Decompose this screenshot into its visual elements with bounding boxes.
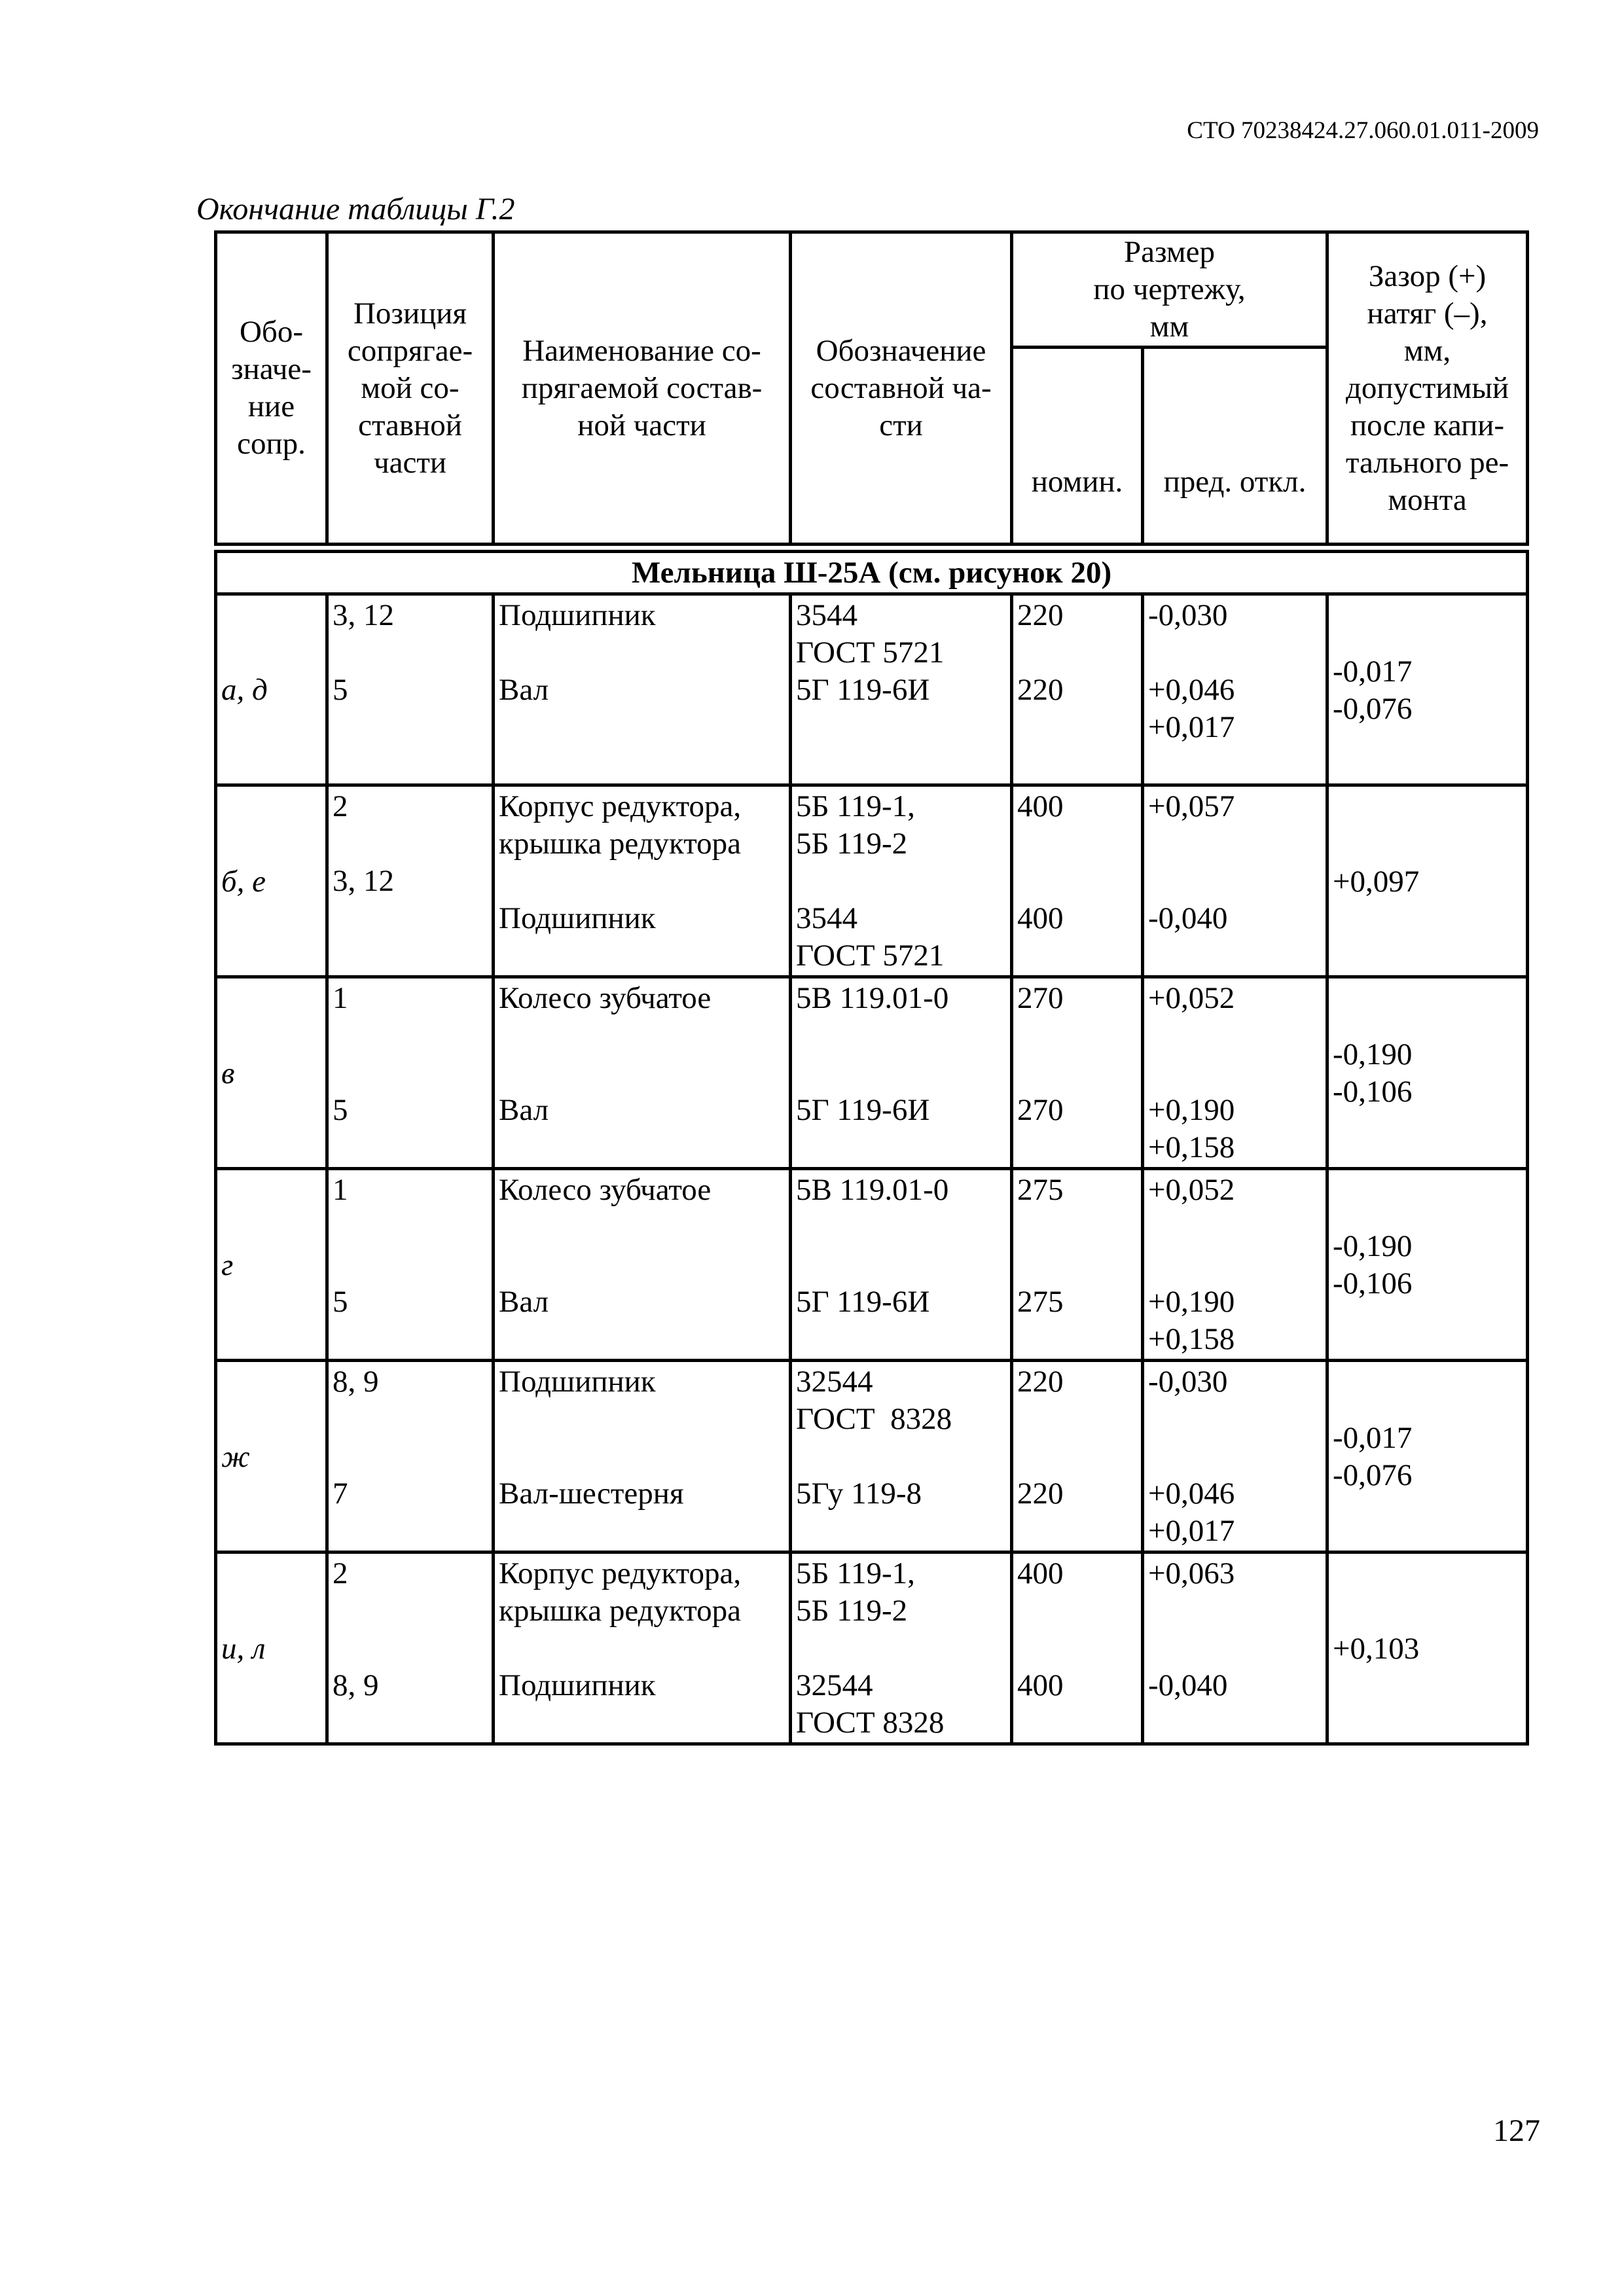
connection-designation: в	[216, 977, 327, 1169]
part-name-cell: Подшипник Вал	[494, 594, 791, 785]
document-code: СТО 70238424.27.060.01.011-2009	[1187, 117, 1539, 144]
nominal-size-cell: 220 220	[1012, 594, 1143, 785]
header-part-code: Обозначение составной ча- сти	[791, 232, 1012, 548]
gap-cell: -0,017 -0,076	[1327, 594, 1528, 785]
part-name-cell: Корпус редуктора, крышка редуктора Подшипник	[494, 785, 791, 977]
part-code-cell: 5Б 119-1, 5Б 119-2 32544 ГОСТ 8328	[791, 1552, 1012, 1744]
table-caption: Окончание таблицы Г.2	[196, 192, 515, 226]
nominal-size-cell: 275 275	[1012, 1169, 1143, 1361]
position-cell: 1 5	[327, 1169, 494, 1361]
tolerance-cell: +0,063 -0,040	[1143, 1552, 1327, 1744]
header-designation: Обо- значе- ние сопр.	[216, 232, 327, 548]
fit-table	[214, 230, 1529, 1746]
connection-designation: г	[216, 1169, 327, 1361]
header-position: Позиция сопрягае- мой со- ставной части	[327, 232, 494, 548]
table-row	[216, 594, 1528, 785]
header-size: Размер по чертежу, мм	[1012, 232, 1327, 348]
part-code-cell: 5В 119.01-0 5Г 119-6И	[791, 977, 1012, 1169]
gap-cell: -0,190 -0,106	[1327, 1169, 1528, 1361]
nominal-size-cell: 220 220	[1012, 1361, 1143, 1552]
part-name-cell: Подшипник Вал-шестерня	[494, 1361, 791, 1552]
connection-designation: а, д	[216, 594, 327, 785]
header-gap: Зазор (+) натяг (–), мм, допустимый после капи- тального ре- монта	[1327, 232, 1528, 548]
tolerance-cell: -0,030 +0,046 +0,017	[1143, 1361, 1327, 1552]
gap-cell: +0,097	[1327, 785, 1528, 977]
position-cell: 1 5	[327, 977, 494, 1169]
part-name-cell: Корпус редуктора, крышка редуктора Подшипник	[494, 1552, 791, 1744]
part-code-cell: 32544 ГОСТ 8328 5Гу 119-8	[791, 1361, 1012, 1552]
nominal-size-cell: 270 270	[1012, 977, 1143, 1169]
position-cell: 2 8, 9	[327, 1552, 494, 1744]
header-nominal: номин.	[1012, 348, 1143, 548]
table-row	[216, 1169, 1528, 1361]
part-name-cell: Колесо зубчатое Вал	[494, 1169, 791, 1361]
page-number: 127	[1493, 2113, 1540, 2148]
table-row	[216, 1361, 1528, 1552]
header-name: Наименование со- прягаемой состав- ной части	[494, 232, 791, 548]
tolerance-cell: -0,030 +0,046 +0,017	[1143, 594, 1327, 785]
connection-designation: и, л	[216, 1552, 327, 1744]
position-cell: 2 3, 12	[327, 785, 494, 977]
gap-cell: -0,017 -0,076	[1327, 1361, 1528, 1552]
tolerance-cell: +0,052 +0,190 +0,158	[1143, 1169, 1327, 1361]
table-row	[216, 977, 1528, 1169]
part-name-cell: Колесо зубчатое Вал	[494, 977, 791, 1169]
nominal-size-cell: 400 400	[1012, 785, 1143, 977]
connection-designation: б, е	[216, 785, 327, 977]
table-row	[216, 1552, 1528, 1744]
gap-cell: +0,103	[1327, 1552, 1528, 1744]
gap-cell: -0,190 -0,106	[1327, 977, 1528, 1169]
header-tolerance: пред. откл.	[1143, 348, 1327, 548]
position-cell: 3, 12 5	[327, 594, 494, 785]
nominal-size-cell: 400 400	[1012, 1552, 1143, 1744]
connection-designation: ж	[216, 1361, 327, 1552]
tolerance-cell: +0,057 -0,040	[1143, 785, 1327, 977]
part-code-cell: 5В 119.01-0 5Г 119-6И	[791, 1169, 1012, 1361]
section-title: Мельница Ш-25А (см. рисунок 20)	[216, 548, 1528, 594]
part-code-cell: 5Б 119-1, 5Б 119-2 3544 ГОСТ 5721	[791, 785, 1012, 977]
table-row	[216, 785, 1528, 977]
tolerance-cell: +0,052 +0,190 +0,158	[1143, 977, 1327, 1169]
position-cell: 8, 9 7	[327, 1361, 494, 1552]
part-code-cell: 3544 ГОСТ 5721 5Г 119-6И	[791, 594, 1012, 785]
